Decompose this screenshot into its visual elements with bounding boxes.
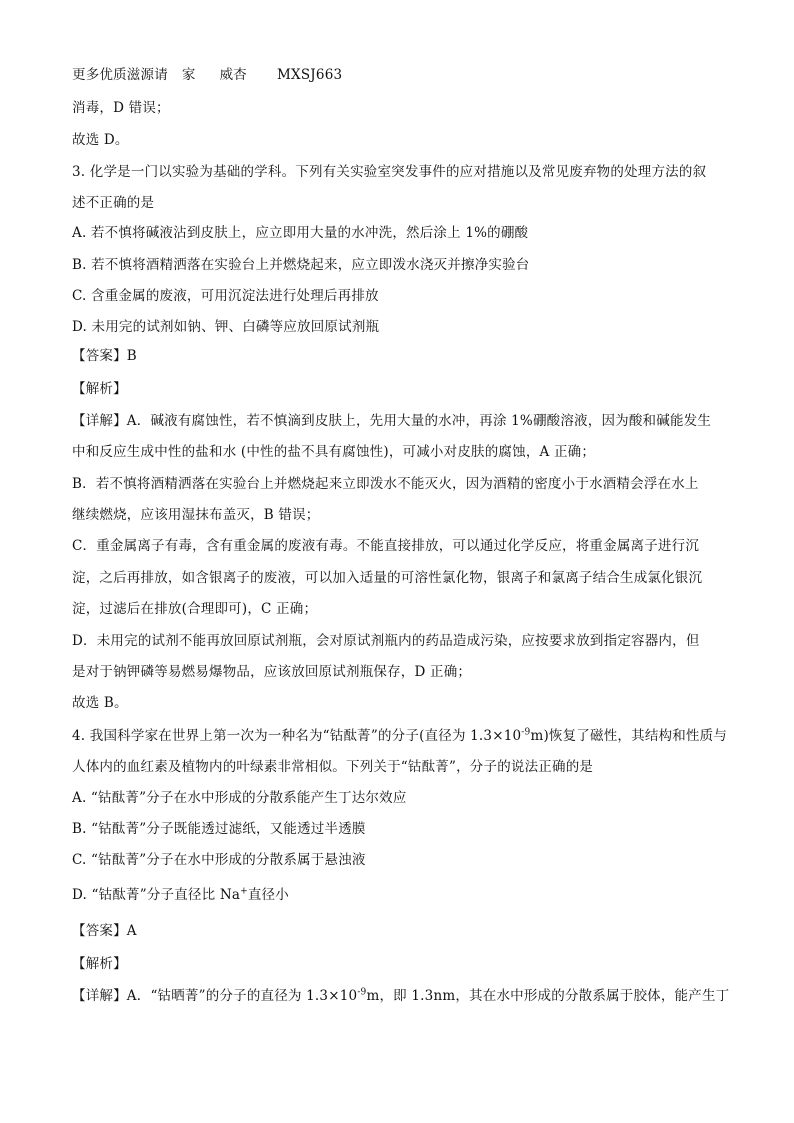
question-4-stem-cont: 人体内的血红素及植物内的叶绿素非常相似。下列关于“钴酞菁”，分子的说法正确的是 (72, 759, 594, 775)
question-3-detail-line: 淀，之后再排放，如含银离子的废液，可以加入适量的可溶性氯化物，银离子和氯离子结合生成氯化银沉 (72, 570, 703, 586)
question-4-option-d (72, 886, 289, 904)
question-3-detail-line: C．重金属离子有毒，含有重金属的废液有毒。不能直接排放，可以通过化学反应，将重金属离子进行沉 (72, 538, 700, 554)
question-3-detail-line: D．未用完的试剂不能再放回原试剂瓶，会对原试剂瓶内的药品造成污染，应按要求放到指定容器内，但 (72, 633, 700, 649)
question-4-analysis-label: 【解析】 (72, 956, 127, 972)
header-text-4: MXSJ663 (277, 67, 343, 83)
question-3-detail-line: B．若不慎将酒精洒落在实验台上并燃烧起来立即泼水不能灭火，因为酒精的密度小于水酒精会浮在水上 (72, 476, 699, 492)
question-3-detail-line: 是对于钠钾磷等易燃易爆物品，应该放回原试剂瓶保存，D 正确； (72, 664, 472, 680)
question-3-conclusion: 故选 B。 (72, 695, 128, 711)
question-3-detail-line: 【详解】A．碱液有腐蚀性，若不慎滴到皮肤上，先用大量的水冲，再涂 1%硼酸溶液，因为酸和碱能发生 (72, 413, 712, 429)
question-3-detail-line: 淀，过滤后在排放(合理即可)，C 正确； (72, 601, 318, 617)
question-4-option-c: C. “钴酞菁”分子在水中形成的分散系属于悬浊液 (72, 852, 366, 868)
exponent: -9 (357, 987, 367, 998)
question-4-option-b: B. “钴酞菁”分子既能透过滤纸，又能透过半透膜 (72, 821, 366, 837)
question-3-detail-line: 继续燃烧，应该用湿抹布盖灭，B 错误； (72, 507, 320, 523)
question-4-detail-line (72, 987, 729, 1005)
question-4-option-d-text: D. “钴酞菁”分子直径比 Na (72, 887, 241, 903)
question-3-option-d: D. 未用完的试剂如钠、钾、白磷等应放回原试剂瓶 (72, 319, 380, 335)
header-text-1: 更多优质滋源请 (72, 67, 168, 83)
question-3-answer: 【答案】B (72, 348, 137, 364)
watermark-header (72, 66, 356, 84)
header-text-2: 家 (181, 67, 196, 83)
question-3-stem: 3. 化学是一门以实验为基础的学科。下列有关实验室突发事件的应对措施以及常见废弃物的处理方法的叙 (72, 164, 707, 180)
question-4-stem-text: 4. 我国科学家在世界上第一次为一种名为“钴酞菁”的分子(直径为 1.3×10 (72, 728, 522, 744)
question-4-stem-text-cont: m)恢复了磁性，其结构和性质与 (530, 728, 728, 744)
question-4-detail-text-cont: m，即 1.3nm，其在水中形成的分散系属于胶体，能产生丁 (366, 988, 730, 1004)
charge-superscript: + (240, 886, 248, 897)
question-3-option-b: B. 若不慎将酒精洒落在实验台上并燃烧起来，应立即泼水浇灭并擦净实验台 (72, 257, 530, 273)
question-3-analysis-label: 【解析】 (72, 381, 127, 397)
question-3-stem-cont: 述不正确的是 (72, 195, 155, 211)
question-3-option-c: C. 含重金属的废液，可用沉淀法进行处理后再排放 (72, 288, 379, 304)
question-3-detail-line: 中和反应生成中性的盐和水 (中性的盐不具有腐蚀性)，可减小对皮肤的腐蚀，A 正确； (72, 444, 596, 460)
paragraph-line: 消毒，D 错误； (72, 100, 170, 116)
question-4-answer: 【答案】A (72, 923, 137, 939)
exponent: -9 (521, 727, 531, 738)
question-4-option-a: A. “钴酞菁”分子在水中形成的分散系能产生丁达尔效应 (72, 790, 407, 806)
paragraph-line: 故选 D。 (72, 132, 129, 148)
question-4-option-d-text-cont: 直径小 (247, 887, 289, 903)
header-text-3: 威杏 (219, 67, 248, 83)
question-4-detail-text: 【详解】A．“钴晒菁”的分子的直径为 1.3×10 (72, 988, 358, 1004)
question-3-option-a: A. 若不慎将碱液沾到皮肤上，应立即用大量的水冲洗，然后涂上 1%的硼酸 (72, 225, 529, 241)
question-4-stem (72, 727, 727, 745)
